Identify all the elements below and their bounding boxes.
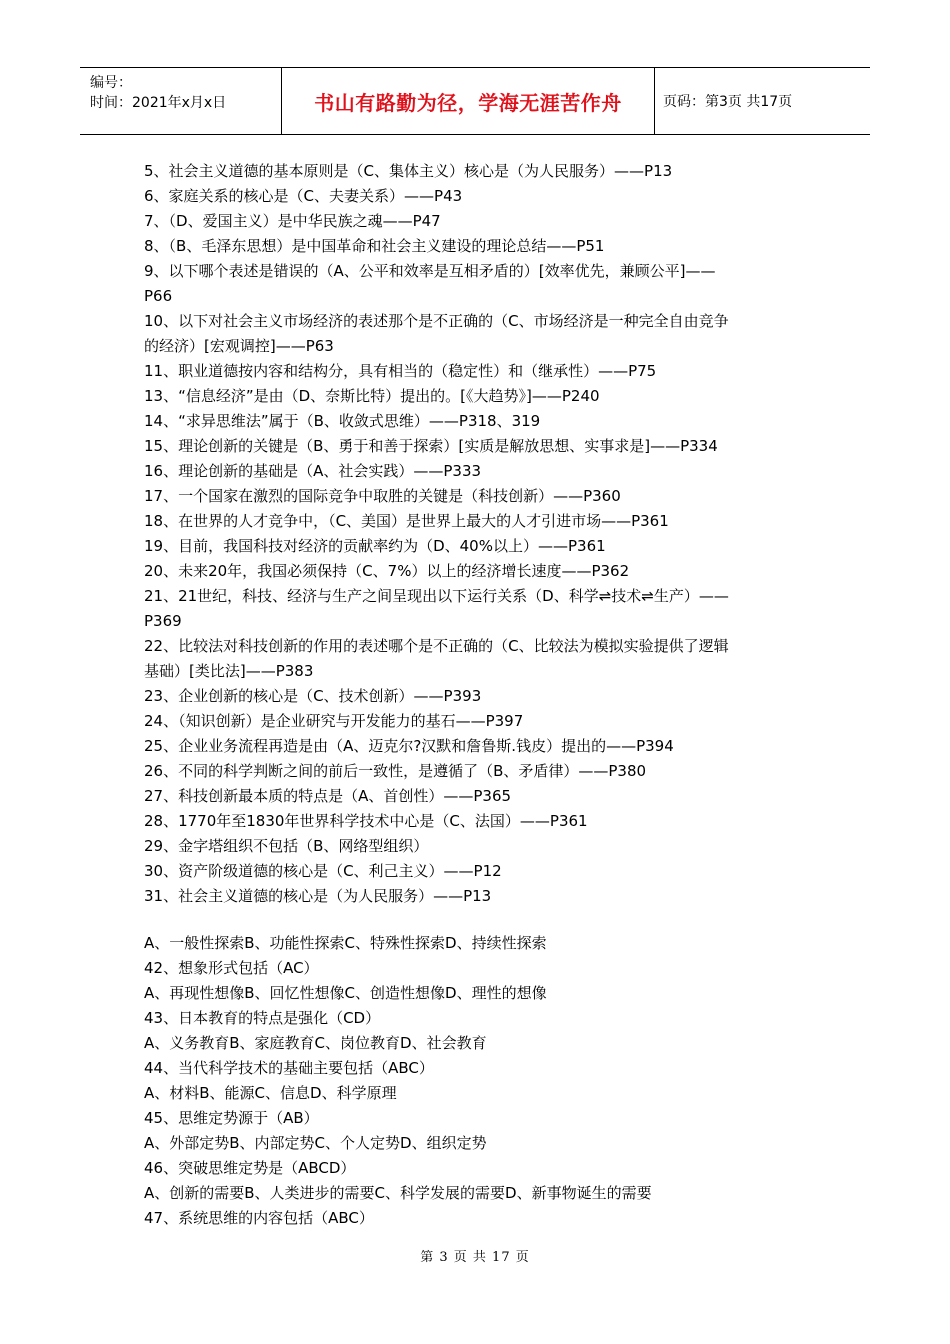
text-line: A、再现性想像B、回忆性想像C、创造性想像D、理性的想像 — [144, 984, 547, 1002]
text-line: 23、企业创新的核心是（C、技术创新）——P393 — [144, 687, 482, 705]
text-line: 31、社会主义道德的核心是（为人民服务）——P13 — [144, 887, 492, 905]
text-line: 17、一个国家在激烈的国际竞争中取胜的关键是（科技创新）——P360 — [144, 487, 621, 505]
document-number-label: 编号： — [90, 75, 132, 91]
document-body — [144, 159, 814, 1231]
text-line: 21、21世纪，科技、经济与生产之间呈现出以下运行关系（D、科学⇌技术⇌生产）—— — [144, 587, 729, 605]
text-line: 19、目前，我国科技对经济的贡献率约为（D、40%以上）——P361 — [144, 537, 606, 555]
text-line: 24、（知识创新）是企业研究与开发能力的基石——P397 — [144, 712, 524, 730]
text-line: 9、以下哪个表述是错误的（A、公平和效率是互相矛盾的）[效率优先，兼顾公平]—— — [144, 262, 716, 280]
text-line: 29、金字塔组织不包括（B、网络型组织） — [144, 837, 429, 855]
question-list — [144, 159, 814, 909]
text-line: 16、理论创新的基础是（A、社会实践）——P333 — [144, 462, 482, 480]
text-line: 25、企业业务流程再造是由（A、迈克尔?汉默和詹鲁斯.钱皮）提出的——P394 — [144, 737, 674, 755]
text-line: 30、资产阶级道德的核心是（C、利己主义）——P12 — [144, 862, 502, 880]
text-line: 43、日本教育的特点是强化（CD） — [144, 1009, 381, 1027]
text-line: A、材料B、能源C、信息D、科学原理 — [144, 1084, 397, 1102]
text-line: 28、1770年至1830年世界科学技术中心是（C、法国）——P361 — [144, 812, 588, 830]
text-line: 27、科技创新最本质的特点是（A、首创性）——P365 — [144, 787, 512, 805]
text-line: 20、未来20年，我国必须保持（C、7%）以上的经济增长速度——P362 — [144, 562, 630, 580]
text-line: 22、比较法对科技创新的作用的表述哪个是不正确的（C、比较法为模拟实验提供了逻辑 — [144, 637, 729, 655]
text-line: 44、当代科学技术的基础主要包括（ABC） — [144, 1059, 434, 1077]
text-line: 8、（B、毛泽东思想）是中国革命和社会主义建设的理论总结——P51 — [144, 237, 605, 255]
text-line: 26、不同的科学判断之间的前后一致性，是遵循了（B、矛盾律）——P380 — [144, 762, 647, 780]
page-footer: 第 3 页 共 17 页 — [420, 1250, 530, 1265]
section-gap — [144, 909, 814, 931]
text-line: 的经济）[宏观调控]——P63 — [144, 337, 334, 355]
text-line: A、义务教育B、家庭教育C、岗位教育D、社会教育 — [144, 1034, 487, 1052]
page-header — [80, 67, 870, 135]
text-line: 13、“信息经济”是由（D、奈斯比特）提出的。[《大趋势》]——P240 — [144, 387, 600, 405]
text-line: A、一般性探索B、功能性探索C、特殊性探索D、持续性探索 — [144, 934, 547, 952]
header-meta — [80, 68, 282, 134]
multiple-choice-list — [144, 931, 814, 1231]
text-line: P369 — [144, 612, 182, 630]
text-line: 42、想象形式包括（AC） — [144, 959, 319, 977]
text-line: P66 — [144, 287, 173, 305]
text-line: 基础）[类比法]——P383 — [144, 662, 314, 680]
text-line: 46、突破思维定势是（ABCD） — [144, 1159, 356, 1177]
header-page-info: 页码：第3页 共17页 — [663, 94, 793, 110]
text-line: 5、社会主义道德的基本原则是（C、集体主义）核心是（为人民服务）——P13 — [144, 162, 673, 180]
text-line: 15、理论创新的关键是（B、勇于和善于探索）[实质是解放思想、实事求是]——P334 — [144, 437, 718, 455]
text-line: 45、思维定势源于（AB） — [144, 1109, 319, 1127]
text-line: A、外部定势B、内部定势C、个人定势D、组织定势 — [144, 1134, 487, 1152]
text-line: 11、职业道德按内容和结构分，具有相当的（稳定性）和（继承性）——P75 — [144, 362, 657, 380]
document-time-label: 时间：2021年x月x日 — [90, 95, 227, 111]
text-line: 14、“求异思维法”属于（B、收敛式思维）——P318、319 — [144, 412, 541, 430]
text-line: A、创新的需要B、人类进步的需要C、科学发展的需要D、新事物诞生的需要 — [144, 1184, 652, 1202]
text-line: 47、系统思维的内容包括（ABC） — [144, 1209, 374, 1227]
text-line: 10、以下对社会主义市场经济的表述那个是不正确的（C、市场经济是一种完全自由竞争 — [144, 312, 729, 330]
header-motto: 书山有路勤为径，学海无涯苦作舟 — [282, 68, 655, 134]
text-line: 7、（D、爱国主义）是中华民族之魂——P47 — [144, 212, 441, 230]
text-line: 6、家庭关系的核心是（C、夫妻关系）——P43 — [144, 187, 463, 205]
text-line: 18、在世界的人才竞争中，（C、美国）是世界上最大的人才引进市场——P361 — [144, 512, 669, 530]
